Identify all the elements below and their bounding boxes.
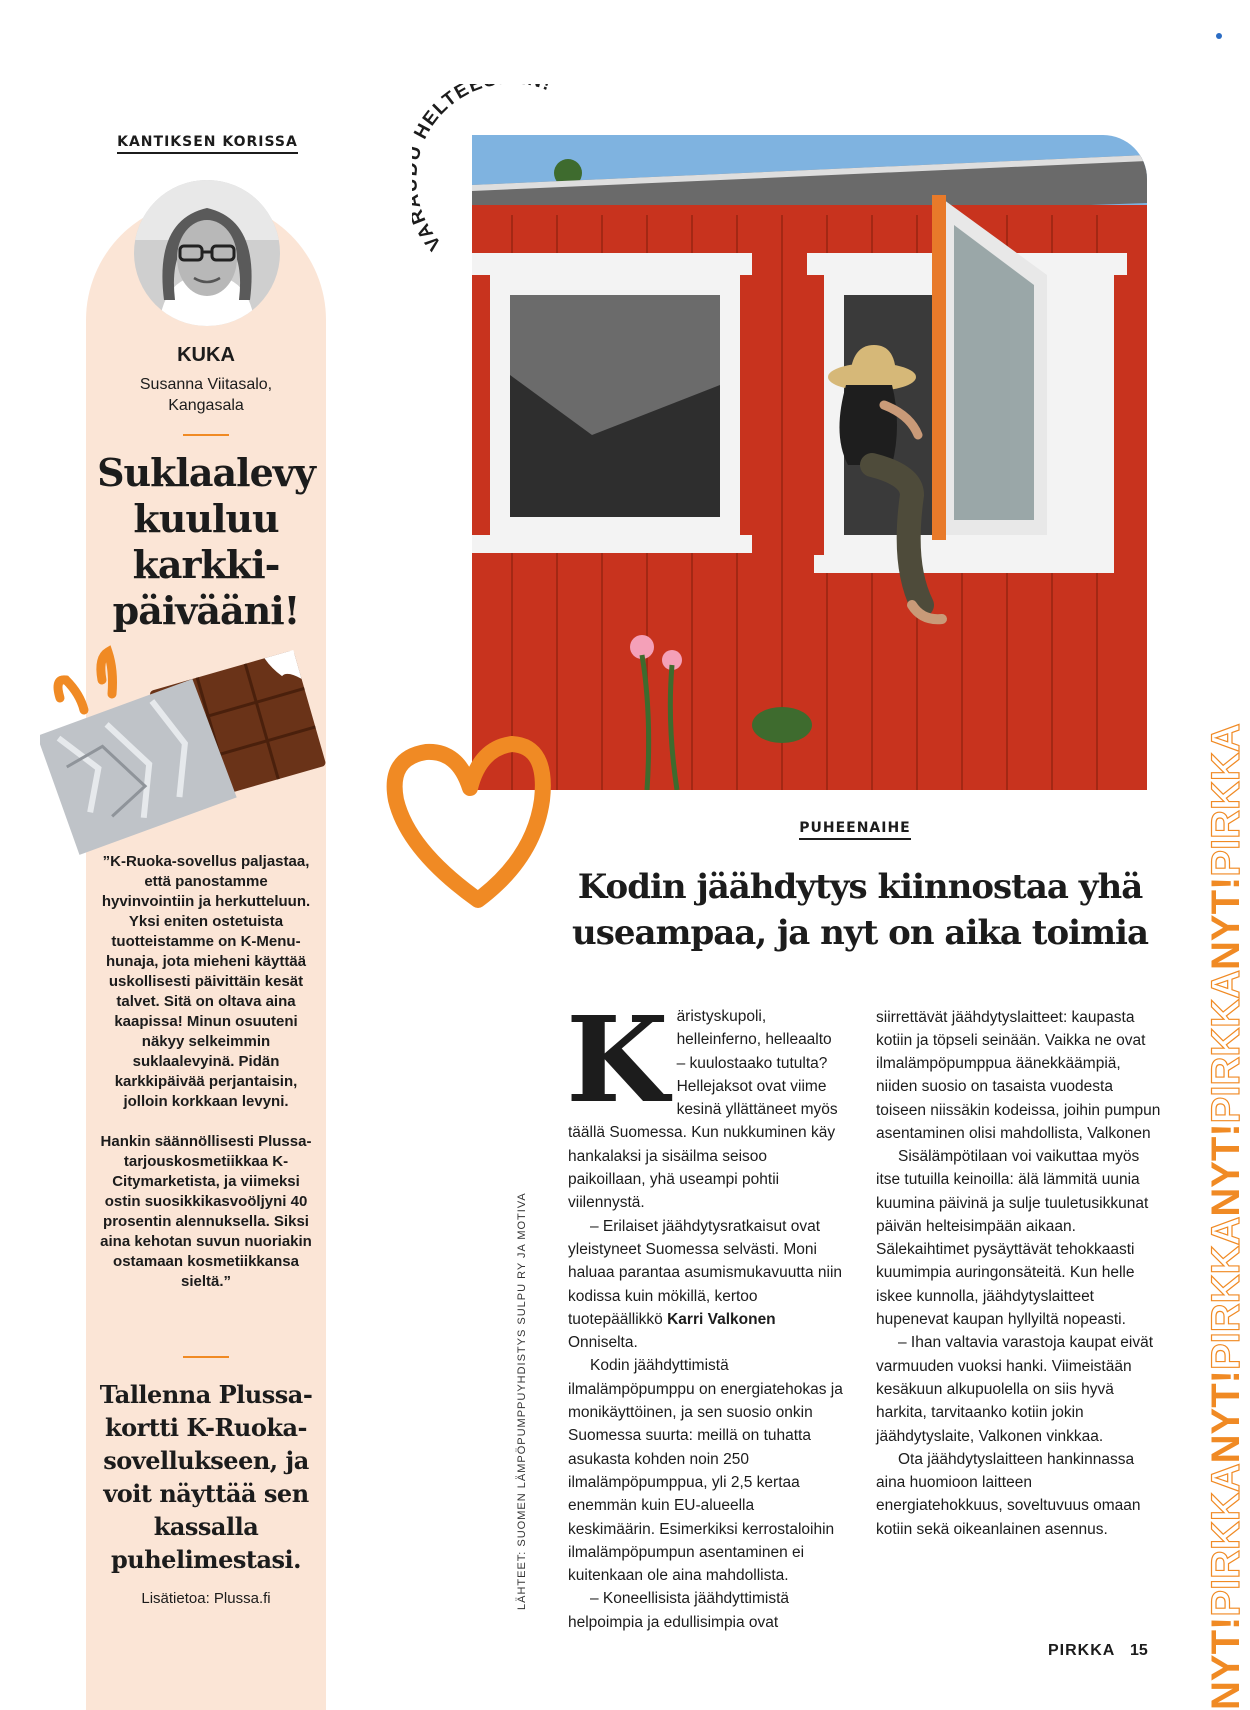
sources-note: LÄHTEET: SUOMEN LÄMPÖPUMPPUYHDISTYS SULPU RY JA MOTIVA [516,1192,528,1610]
article-column-1 [566,990,844,1633]
plussa-cta: Tallenna Plussa-kortti K-Ruoka-sovellukseen, ja voit näyttää sen kassalla puhelimestasi. [99,1380,313,1574]
divider [183,434,229,436]
footer-brand: PIRKKA [1048,1642,1116,1659]
person-info [86,374,326,416]
article-paragraph-continued: siirrettävät jäähdytyslaitteet: kaupasta kotiin ja töpseli seinään. Vaikka ne ovat ilmalämpöpumppua äänekkäämpiä, niiden suosio on tasaista vuodesta toiseen niissäkin kodeissa, joihin pumpun asentaminen olisi mahdollista, Valkonen [876,1008,1161,1143]
article-paragraph: – Ihan valtavia varastoja kaupat eivät varmuuden vuoksi hanki. Viimeistään kesäkuun alkupuolella on siis hyvä harkita, tarvitaanko kotiin jokin jäähdytyslaite, Valkonen vinkkaa. [876,1334,1154,1445]
stripe-word-nyt: NYT! [1204,876,1248,970]
person-name: Susanna Viitasalo, [139,376,273,393]
stripe-word-nyt: NYT! [1204,1616,1248,1710]
article-paragraph: – Koneellisista jäähdyttimistä helpoimpia ja edullisimpia ovat [568,1590,790,1631]
stripe-word-pirkka: PIRKKA [1204,969,1248,1124]
stripe-word-pirkka: PIRKKA [1204,1216,1248,1370]
quote-paragraph: ”K-Ruoka-sovellus paljastaa, että panostamme hyvinvointiin ja herkutteluun. Yksi eniten ostetuista tuotteistamme on K-Menu-hunaja, jota mieheni käyttää uskollisesti päivittäin kesät talvet. Sitä on oltava aina kaapissa! Minun osuuteni näkyy selkeimmin suklaalevyinä. Pidän karkkipäivää perjantaisin, jolloin korkkaan levyni. [101,853,311,1110]
person-city: Kangasala [168,397,244,414]
stripe-word-pirkka: PIRKKA [1204,723,1248,877]
chocolate-bar-illustration [40,640,350,860]
article-title: Kodin jäähdytys kiinnostaa yhä useampaa, ja nyt on aika toimia [571,867,1149,953]
article-kicker: PUHEENAIHE [790,820,920,836]
quote-paragraph: Hankin säännöllisesti Plussa-tarjouskosmetiikkaa K-Citymarketista, ja viimeksi ostin suosikkikasvoöljyni 40 prosentin alennuksella. Siksi aina kehotan suvun nuoriakin ostamaan kosmetiikkansa sieltä.” [100,1133,312,1290]
expert-name: Karri Valkonen [667,1310,776,1328]
article-column-2 [876,1005,1162,1541]
stripe-word-pirkka: PIRKKA [1204,1463,1248,1617]
article-paragraph: Ota jäähdytyslaitteen hankinnassa aina huomioon laitteen energiatehokkuus, soveltuvuus omaan kotiin sekä oikeanlainen asennus. [876,1450,1141,1538]
dropcap: K [566,990,669,1129]
stamp-badge [412,84,612,284]
stamp-text: VA HELTEE ! [412,84,555,255]
section-kicker: KANTIKSEN KORISSA [100,134,315,150]
avatar [134,180,280,326]
article-paragraph: – Erilaiset jäähdytysratkaisut ovat yleistyneet Suomessa selvästi. Moni haluaa parantaa asumismukavuutta niin kodissa kuin mökillä, kertoo tuotepäällikkö Karri Valkonen Onniselta. [568,1217,843,1352]
stripe-word-nyt: NYT! [1204,1123,1248,1217]
customer-quote [98,852,314,1292]
who-label: KUKA [177,344,235,366]
left-headline: Suklaalevy kuuluu karkki- päivääni! [97,450,315,633]
more-info-link[interactable]: Lisätietoa: Plussa.fi [141,1590,271,1607]
article-paragraph: Käristyskupoli, helleinferno, helleaalto – kuulostaako tutulta? Hellejaksot ovat viime kesinä yllättäneet myös täällä Suomessa. Kun nukkuminen käy hankalaksi ja sisäilma seisoo paikoillaan, yhä useampi pohtii viilennystä. [566,990,838,1212]
side-stripe [1204,0,1248,1710]
article-paragraph: Sisälämpötilaan voi vaikuttaa myös itse tutuilla keinoilla: älä lämmitä uunia kuumina päivinä ja sulje tuuletusikkunat päivän helteisimpään aikaan. Sälekaihtimet pysäyttävät tehokkaasti kuumimpia auringonsäteitä. Kun helle iskee kunnolla, jäähdytyslaitteet hupenevat kaupan hyllyiltä nopeasti. [876,1148,1149,1329]
article-paragraph: Kodin jäähdyttimistä ilmalämpöpumppu on energiatehokas ja monikäyttöinen, ja sen suosio onkin Suomessa suurta: meillä on tuhatta asukasta kohden noin 250 ilmalämpöpumppua, yli 2,5 kertaa enemmän kuin EU-alueella keskimäärin. Esimerkiksi kerrostaloihin ilmalämpöpumpun asentaminen ei kuitenkaan ole aina mahdollista. [568,1357,843,1585]
divider [183,1356,229,1358]
svg-text:VARAUDU HELTEESEEN! [412,84,555,254]
page-number: 15 [1130,1642,1148,1659]
color-dots-icon [1216,33,1222,39]
heart-icon [378,730,558,920]
stripe-word-nyt: NYT! [1204,1370,1248,1464]
